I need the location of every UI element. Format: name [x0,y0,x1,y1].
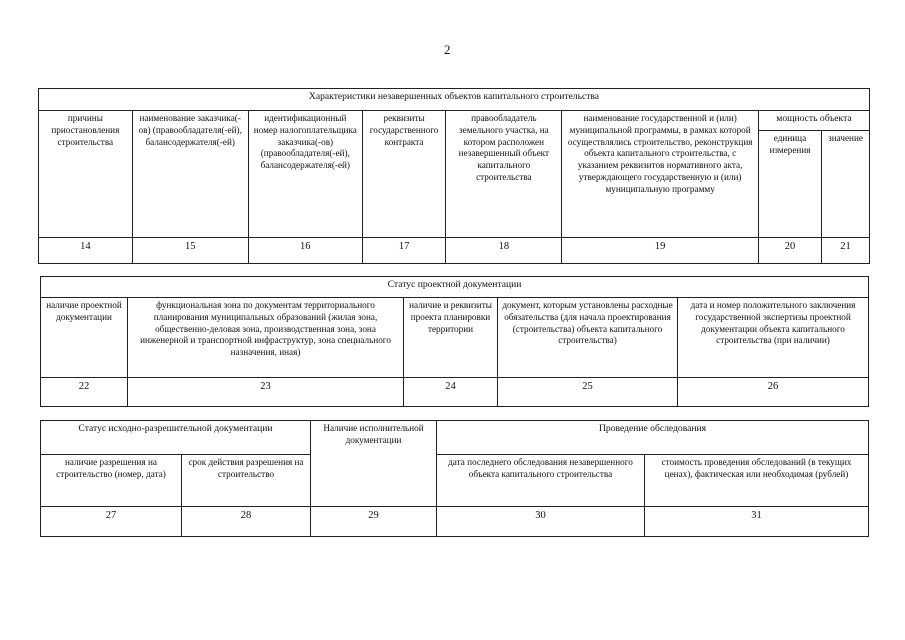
column-number: 14 [39,238,133,264]
header-expenditure-document: документ, которым установлены расходные обязательства (для начала проектирования (строительства) объекта капитального строительства) [498,298,678,378]
column-number: 17 [362,238,446,264]
column-number: 22 [41,378,128,407]
column-number: 20 [758,238,821,264]
header-capacity-value: значение [822,131,870,238]
header-customer-inn: идентификационный номер налогоплательщика заказчика(-ов) (правообладателя(-ей), балансодержателя(-ей) [248,111,362,238]
header-program-name: наименование государственной и (или) муниципальной программы, в рамках которой осуществлялись строительство, реконструкция объекта капитального строительства, с указанием реквизитов нормативного акта, утверждающего государственную и (или) муниципальную программу [562,111,759,238]
header-customer-name: наименование заказчика(-ов) (правообладателя(-ей), балансодержателя(-ей) [132,111,248,238]
page-number: 2 [444,42,451,57]
column-number: 25 [498,378,678,407]
table-object-characteristics [38,88,870,264]
header-permit-status-group: Статус исходно-разрешительной документации [41,421,311,455]
column-number: 18 [446,238,562,264]
header-expert-conclusion: дата и номер положительного заключения государственной экспертизы проектной документации объекта капитального строительства (при наличии) [678,298,869,378]
header-building-permit: наличие разрешения на строительство (номер, дата) [41,455,182,507]
header-survey-group: Проведение обследования [437,421,869,455]
header-survey-cost: стоимость проведения обследований (в текущих ценах), фактическая или необходимая (рублей) [645,455,869,507]
header-capacity-group: мощность объекта [758,111,869,131]
header-planning-project: наличие и реквизиты проекта планировки территории [404,298,498,378]
header-capacity-unit: единица измерения [758,131,821,238]
header-permit-validity: срок действия разрешения на строительство [182,455,311,507]
header-executive-documentation: Наличие исполнительной документации [311,421,437,507]
column-number: 28 [182,507,311,537]
column-number: 31 [645,507,869,537]
column-number: 15 [132,238,248,264]
header-functional-zone: функциональная зона по документам территориального планирования муниципальных образований (жилая зона, общественно-деловая зона, производственная зона, зона инженерной и транспортной инфраструктур, зона специального назначения, иная) [128,298,404,378]
table-design-documentation [40,276,869,407]
header-land-owner: правообладатель земельного участка, на котором расположен незавершенный объект капитального строительства [446,111,562,238]
column-number: 19 [562,238,759,264]
table-permits-and-surveys [40,420,869,537]
header-last-survey-date: дата последнего обследования незавершенного объекта капитального строительства [437,455,645,507]
header-design-docs-available: наличие проектной документации [41,298,128,378]
table1-title: Характеристики незавершенных объектов капитального строительства [39,89,870,111]
column-number: 26 [678,378,869,407]
column-number: 30 [437,507,645,537]
column-number: 24 [404,378,498,407]
table2-title: Статус проектной документации [41,277,869,298]
column-number: 16 [248,238,362,264]
column-number: 29 [311,507,437,537]
header-suspension-reasons: причины приостановления строительства [39,111,133,238]
column-number: 23 [128,378,404,407]
header-contract-details: реквизиты государственного контракта [362,111,446,238]
column-number: 21 [822,238,870,264]
column-number: 27 [41,507,182,537]
